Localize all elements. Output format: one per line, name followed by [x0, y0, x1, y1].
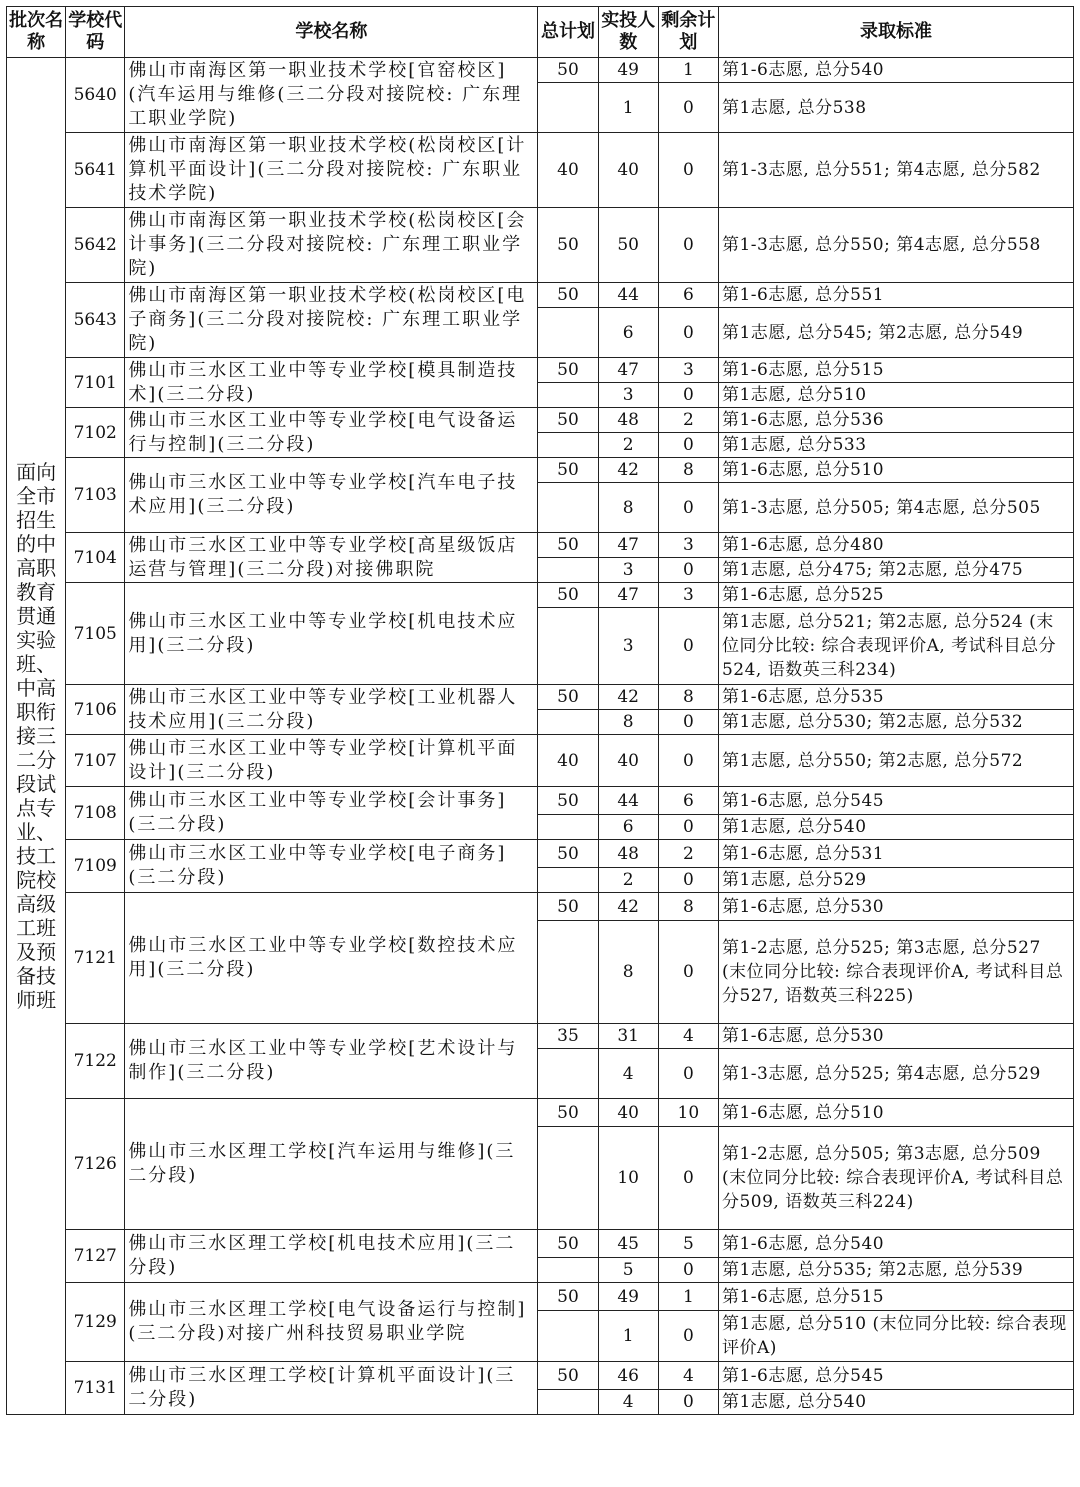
remaining-plan-cell: 4 — [658, 1024, 718, 1049]
school-code-cell: 7102 — [66, 408, 125, 458]
total-plan-cell: 50 — [538, 283, 598, 308]
actual-count-cell: 4 — [598, 1390, 658, 1415]
admission-standard-cell: 第1-6志愿, 总分540 — [718, 1230, 1073, 1258]
total-plan-cell: 50 — [538, 408, 598, 433]
school-code-cell: 5642 — [66, 208, 125, 283]
admission-standard-cell: 第1-3志愿, 总分505; 第4志愿, 总分505 — [718, 483, 1073, 533]
school-code-cell: 5643 — [66, 283, 125, 358]
admission-standard-cell: 第1-3志愿, 总分551; 第4志愿, 总分582 — [718, 133, 1073, 208]
total-plan-cell: 50 — [538, 893, 598, 921]
remaining-plan-cell: 0 — [658, 83, 718, 133]
header-school-name: 学校名称 — [125, 7, 538, 58]
school-code-cell: 7127 — [66, 1230, 125, 1283]
remaining-plan-cell: 3 — [658, 358, 718, 383]
total-plan-cell: 50 — [538, 208, 598, 283]
admission-standard-cell: 第1-6志愿, 总分551 — [718, 283, 1073, 308]
admission-standard-cell: 第1志愿, 总分550; 第2志愿, 总分572 — [718, 735, 1073, 787]
remaining-plan-cell: 1 — [658, 58, 718, 83]
admission-standard-cell: 第1-3志愿, 总分550; 第4志愿, 总分558 — [718, 208, 1073, 283]
admission-standard-cell: 第1-6志愿, 总分545 — [718, 787, 1073, 815]
remaining-plan-cell: 0 — [658, 608, 718, 685]
total-plan-cell — [538, 308, 598, 358]
school-code-cell: 7101 — [66, 358, 125, 408]
school-code-cell: 7109 — [66, 840, 125, 893]
school-name-cell: 佛山市南海区第一职业技术学校(松岗校区[会计事务](三二分段对接院校: 广东理工职业学院) — [125, 208, 538, 283]
table-row — [7, 283, 1074, 308]
total-plan-cell: 50 — [538, 1362, 598, 1390]
header-batch-name: 批次名称 — [7, 7, 66, 58]
admission-standard-cell: 第1志愿, 总分535; 第2志愿, 总分539 — [718, 1258, 1073, 1283]
actual-count-cell: 50 — [598, 208, 658, 283]
school-name-cell: 佛山市三水区理工学校[计算机平面设计](三二分段) — [125, 1362, 538, 1415]
total-plan-cell — [538, 921, 598, 1024]
total-plan-cell — [538, 433, 598, 458]
table-row — [7, 840, 1074, 868]
school-code-cell: 7105 — [66, 583, 125, 685]
table-row — [7, 1362, 1074, 1390]
remaining-plan-cell: 8 — [658, 685, 718, 710]
remaining-plan-cell: 0 — [658, 1127, 718, 1230]
remaining-plan-cell: 0 — [658, 815, 718, 840]
actual-count-cell: 48 — [598, 840, 658, 868]
remaining-plan-cell: 3 — [658, 583, 718, 608]
remaining-plan-cell: 0 — [658, 710, 718, 735]
total-plan-cell: 50 — [538, 787, 598, 815]
school-name-cell: 佛山市三水区工业中等专业学校[艺术设计与制作](三二分段) — [125, 1024, 538, 1099]
total-plan-cell — [538, 1258, 598, 1283]
header-school-code: 学校代码 — [66, 7, 125, 58]
table-row — [7, 685, 1074, 710]
table-row — [7, 893, 1074, 921]
school-name-cell: 佛山市三水区工业中等专业学校[工业机器人技术应用](三二分段) — [125, 685, 538, 735]
actual-count-cell: 3 — [598, 383, 658, 408]
remaining-plan-cell: 1 — [658, 1283, 718, 1311]
total-plan-cell: 50 — [538, 58, 598, 83]
school-code-cell: 7126 — [66, 1099, 125, 1230]
school-name-cell: 佛山市三水区理工学校[机电技术应用](三二分段) — [125, 1230, 538, 1283]
remaining-plan-cell: 0 — [658, 1258, 718, 1283]
total-plan-cell: 50 — [538, 1283, 598, 1311]
table-row — [7, 358, 1074, 383]
actual-count-cell: 49 — [598, 1283, 658, 1311]
total-plan-cell — [538, 558, 598, 583]
actual-count-cell: 8 — [598, 483, 658, 533]
school-name-cell: 佛山市三水区工业中等专业学校[高星级饭店运营与管理](三二分段)对接佛职院 — [125, 533, 538, 583]
admission-standard-cell: 第1-6志愿, 总分535 — [718, 685, 1073, 710]
admission-standard-cell: 第1志愿, 总分538 — [718, 83, 1073, 133]
total-plan-cell — [538, 815, 598, 840]
table-row — [7, 583, 1074, 608]
table-row — [7, 408, 1074, 433]
remaining-plan-cell: 2 — [658, 408, 718, 433]
admission-standard-cell: 第1-2志愿, 总分505; 第3志愿, 总分509 (末位同分比较: 综合表现评价A, 考试科目总分509, 语数英三科224) — [718, 1127, 1073, 1230]
actual-count-cell: 47 — [598, 533, 658, 558]
admission-standard-cell: 第1-6志愿, 总分480 — [718, 533, 1073, 558]
total-plan-cell: 40 — [538, 735, 598, 787]
admission-standard-cell: 第1-6志愿, 总分545 — [718, 1362, 1073, 1390]
remaining-plan-cell: 5 — [658, 1230, 718, 1258]
remaining-plan-cell: 0 — [658, 1311, 718, 1362]
admission-standard-cell: 第1-6志愿, 总分525 — [718, 583, 1073, 608]
remaining-plan-cell: 4 — [658, 1362, 718, 1390]
total-plan-cell: 50 — [538, 458, 598, 483]
actual-count-cell: 49 — [598, 58, 658, 83]
total-plan-cell: 50 — [538, 685, 598, 710]
table-row — [7, 1230, 1074, 1258]
school-code-cell: 7107 — [66, 735, 125, 787]
remaining-plan-cell: 0 — [658, 735, 718, 787]
actual-count-cell: 31 — [598, 1024, 658, 1049]
actual-count-cell: 40 — [598, 1099, 658, 1127]
school-code-cell: 7121 — [66, 893, 125, 1024]
total-plan-cell — [538, 383, 598, 408]
school-name-cell: 佛山市三水区工业中等专业学校[电气设备运行与控制](三二分段) — [125, 408, 538, 458]
table-row — [7, 1024, 1074, 1049]
admission-standard-cell: 第1志愿, 总分540 — [718, 815, 1073, 840]
admission-table — [6, 6, 1074, 1415]
remaining-plan-cell: 0 — [658, 133, 718, 208]
remaining-plan-cell: 10 — [658, 1099, 718, 1127]
total-plan-cell: 50 — [538, 840, 598, 868]
actual-count-cell: 42 — [598, 893, 658, 921]
school-name-cell: 佛山市三水区工业中等专业学校[会计事务](三二分段) — [125, 787, 538, 840]
remaining-plan-cell: 0 — [658, 921, 718, 1024]
total-plan-cell: 50 — [538, 1230, 598, 1258]
admission-standard-cell: 第1-6志愿, 总分540 — [718, 58, 1073, 83]
actual-count-cell: 45 — [598, 1230, 658, 1258]
admission-standard-cell: 第1志愿, 总分510 (末位同分比较: 综合表现评价A) — [718, 1311, 1073, 1362]
school-code-cell: 7129 — [66, 1283, 125, 1362]
school-code-cell: 5640 — [66, 58, 125, 133]
school-name-cell: 佛山市三水区工业中等专业学校[电子商务](三二分段) — [125, 840, 538, 893]
school-code-cell: 7103 — [66, 458, 125, 533]
actual-count-cell: 10 — [598, 1127, 658, 1230]
school-name-cell: 佛山市三水区工业中等专业学校[机电技术应用](三二分段) — [125, 583, 538, 685]
school-name-cell: 佛山市南海区第一职业技术学校(松岗校区[电子商务](三二分段对接院校: 广东理工职业学院) — [125, 283, 538, 358]
school-code-cell: 5641 — [66, 133, 125, 208]
header-remaining-plan: 剩余计划 — [658, 7, 718, 58]
remaining-plan-cell: 0 — [658, 483, 718, 533]
total-plan-cell: 50 — [538, 533, 598, 558]
table-row — [7, 533, 1074, 558]
admission-standard-cell: 第1志愿, 总分540 — [718, 1390, 1073, 1415]
table-row — [7, 208, 1074, 283]
school-name-cell: 佛山市三水区工业中等专业学校[汽车电子技术应用](三二分段) — [125, 458, 538, 533]
actual-count-cell: 3 — [598, 608, 658, 685]
actual-count-cell: 8 — [598, 710, 658, 735]
actual-count-cell: 46 — [598, 1362, 658, 1390]
remaining-plan-cell: 0 — [658, 383, 718, 408]
total-plan-cell — [538, 1127, 598, 1230]
school-name-cell: 佛山市三水区工业中等专业学校[数控技术应用](三二分段) — [125, 893, 538, 1024]
admission-standard-cell: 第1志愿, 总分521; 第2志愿, 总分524 (末位同分比较: 综合表现评价A, 考试科目总分524, 语数英三科234) — [718, 608, 1073, 685]
total-plan-cell — [538, 1311, 598, 1362]
total-plan-cell — [538, 608, 598, 685]
total-plan-cell: 50 — [538, 358, 598, 383]
total-plan-cell — [538, 868, 598, 893]
total-plan-cell — [538, 710, 598, 735]
remaining-plan-cell: 0 — [658, 208, 718, 283]
remaining-plan-cell: 0 — [658, 1390, 718, 1415]
remaining-plan-cell: 0 — [658, 433, 718, 458]
remaining-plan-cell: 0 — [658, 1049, 718, 1099]
admission-standard-cell: 第1志愿, 总分510 — [718, 383, 1073, 408]
actual-count-cell: 40 — [598, 735, 658, 787]
table-row — [7, 1283, 1074, 1311]
batch-name-cell: 面向全市招生的中高职教育贯通实验班、中高职衔接三二分段试点专业、技工院校高级工班及预备技师班 — [7, 58, 66, 1415]
school-name-cell: 佛山市三水区理工学校[汽车运用与维修](三二分段) — [125, 1099, 538, 1230]
header-actual-count: 实投人数 — [598, 7, 658, 58]
total-plan-cell: 50 — [538, 583, 598, 608]
actual-count-cell: 4 — [598, 1049, 658, 1099]
admission-standard-cell: 第1志愿, 总分529 — [718, 868, 1073, 893]
school-name-cell: 佛山市南海区第一职业技术学校(松岗校区[计算机平面设计](三二分段对接院校: 广东职业技术学院) — [125, 133, 538, 208]
admission-standard-cell: 第1-2志愿, 总分525; 第3志愿, 总分527 (末位同分比较: 综合表现评价A, 考试科目总分527, 语数英三科225) — [718, 921, 1073, 1024]
actual-count-cell: 8 — [598, 921, 658, 1024]
remaining-plan-cell: 0 — [658, 558, 718, 583]
table-row — [7, 735, 1074, 787]
school-code-cell: 7106 — [66, 685, 125, 735]
admission-standard-cell: 第1-6志愿, 总分510 — [718, 458, 1073, 483]
actual-count-cell: 2 — [598, 433, 658, 458]
remaining-plan-cell: 0 — [658, 308, 718, 358]
header-total-plan: 总计划 — [538, 7, 598, 58]
actual-count-cell: 6 — [598, 815, 658, 840]
school-name-cell: 佛山市三水区工业中等专业学校[计算机平面设计](三二分段) — [125, 735, 538, 787]
school-name-cell: 佛山市三水区理工学校[电气设备运行与控制](三二分段)对接广州科技贸易职业学院 — [125, 1283, 538, 1362]
admission-standard-cell: 第1-6志愿, 总分531 — [718, 840, 1073, 868]
actual-count-cell: 40 — [598, 133, 658, 208]
total-plan-cell: 40 — [538, 133, 598, 208]
total-plan-cell — [538, 1390, 598, 1415]
total-plan-cell — [538, 83, 598, 133]
total-plan-cell — [538, 483, 598, 533]
actual-count-cell: 48 — [598, 408, 658, 433]
school-name-cell: 佛山市三水区工业中等专业学校[模具制造技术](三二分段) — [125, 358, 538, 408]
admission-standard-cell: 第1志愿, 总分475; 第2志愿, 总分475 — [718, 558, 1073, 583]
table-row — [7, 133, 1074, 208]
table-row — [7, 458, 1074, 483]
admission-standard-cell: 第1-6志愿, 总分530 — [718, 1024, 1073, 1049]
actual-count-cell: 47 — [598, 583, 658, 608]
admission-standard-cell: 第1-3志愿, 总分525; 第4志愿, 总分529 — [718, 1049, 1073, 1099]
remaining-plan-cell: 0 — [658, 868, 718, 893]
table-row — [7, 787, 1074, 815]
school-code-cell: 7122 — [66, 1024, 125, 1099]
total-plan-cell — [538, 1049, 598, 1099]
actual-count-cell: 1 — [598, 83, 658, 133]
admission-standard-cell: 第1-6志愿, 总分530 — [718, 893, 1073, 921]
actual-count-cell: 6 — [598, 308, 658, 358]
remaining-plan-cell: 8 — [658, 893, 718, 921]
header-row — [7, 7, 1074, 58]
actual-count-cell: 42 — [598, 685, 658, 710]
actual-count-cell: 1 — [598, 1311, 658, 1362]
remaining-plan-cell: 2 — [658, 840, 718, 868]
school-name-cell: 佛山市南海区第一职业技术学校[官窑校区](汽车运用与维修(三二分段对接院校: 广东理工职业学院) — [125, 58, 538, 133]
remaining-plan-cell: 8 — [658, 458, 718, 483]
admission-standard-cell: 第1-6志愿, 总分510 — [718, 1099, 1073, 1127]
remaining-plan-cell: 6 — [658, 283, 718, 308]
actual-count-cell: 5 — [598, 1258, 658, 1283]
school-code-cell: 7104 — [66, 533, 125, 583]
header-admission-standard: 录取标准 — [718, 7, 1073, 58]
remaining-plan-cell: 6 — [658, 787, 718, 815]
admission-standard-cell: 第1-6志愿, 总分536 — [718, 408, 1073, 433]
table-row — [7, 58, 1074, 83]
admission-standard-cell: 第1志愿, 总分530; 第2志愿, 总分532 — [718, 710, 1073, 735]
actual-count-cell: 47 — [598, 358, 658, 383]
admission-standard-cell: 第1-6志愿, 总分515 — [718, 358, 1073, 383]
table-row — [7, 1099, 1074, 1127]
school-code-cell: 7108 — [66, 787, 125, 840]
actual-count-cell: 2 — [598, 868, 658, 893]
school-code-cell: 7131 — [66, 1362, 125, 1415]
total-plan-cell: 35 — [538, 1024, 598, 1049]
actual-count-cell: 44 — [598, 283, 658, 308]
actual-count-cell: 44 — [598, 787, 658, 815]
admission-standard-cell: 第1志愿, 总分533 — [718, 433, 1073, 458]
total-plan-cell: 50 — [538, 1099, 598, 1127]
admission-standard-cell: 第1志愿, 总分545; 第2志愿, 总分549 — [718, 308, 1073, 358]
actual-count-cell: 3 — [598, 558, 658, 583]
table-body — [7, 58, 1074, 1415]
remaining-plan-cell: 3 — [658, 533, 718, 558]
admission-standard-cell: 第1-6志愿, 总分515 — [718, 1283, 1073, 1311]
actual-count-cell: 42 — [598, 458, 658, 483]
